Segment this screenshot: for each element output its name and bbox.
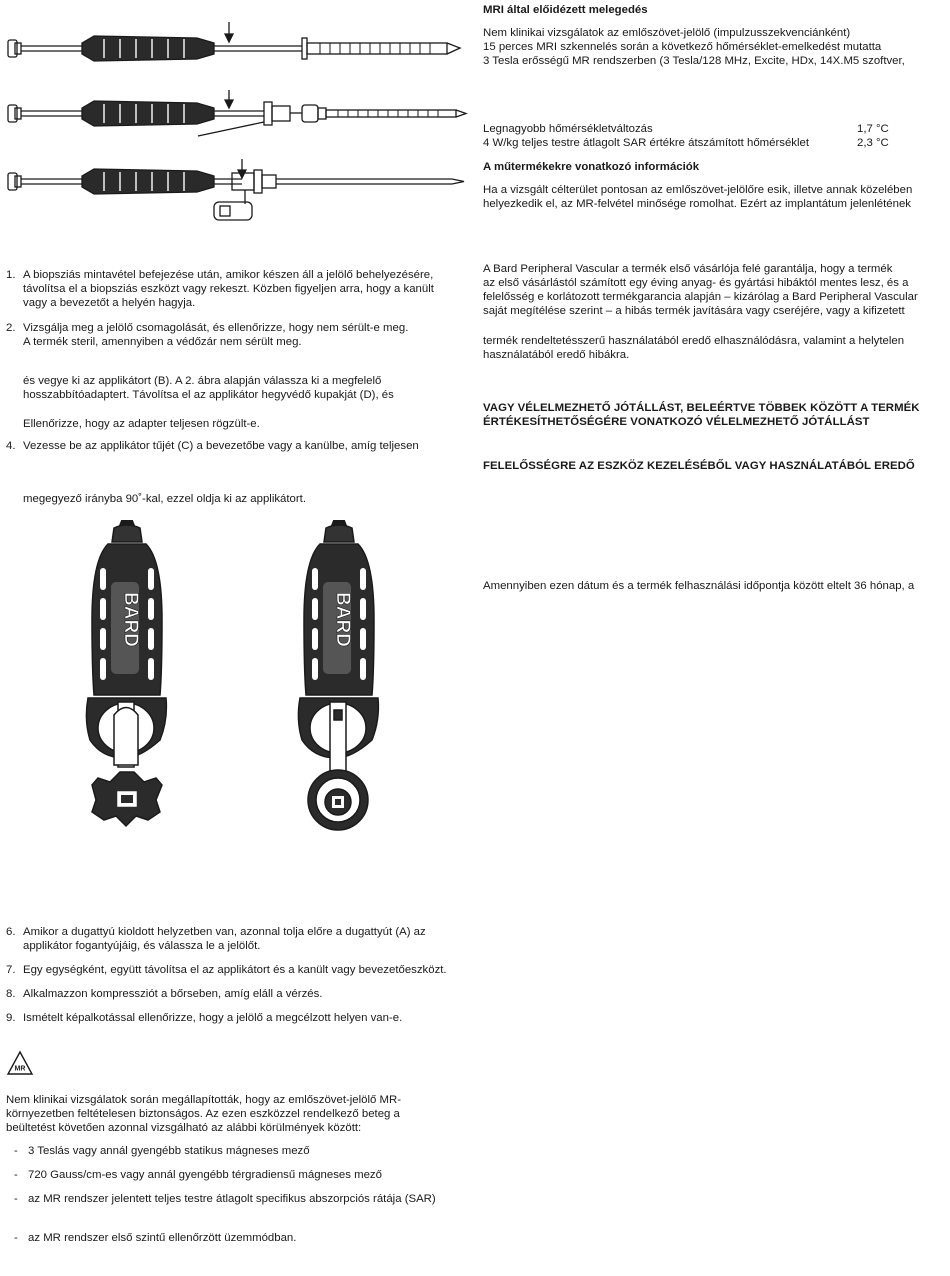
text-line: Vizsgálja meg a jelölő csomagolását, és ellenőrizze, hogy nem sérült-e meg.	[23, 322, 409, 334]
artifact-heading: A műtermékekre vonatkozó információk	[483, 161, 700, 173]
table-label: Legnagyobb hőmérsékletváltozás	[483, 123, 653, 135]
step-6	[6, 925, 474, 953]
date-paragraph: Amennyiben ezen dátum és a termék felhasználási időpontja között eltelt 36 hónap, a	[483, 580, 915, 592]
mr-conditions-list	[6, 1144, 474, 1206]
text-line: Nem klinikai vizsgálatok során megállapították, hogy az emlőszövet-jelölő MR-	[6, 1094, 402, 1106]
step-5-continued: megegyező irányba 90˚-kal, ezzel oldja ki az applikátort.	[23, 493, 307, 505]
text-line: hosszabbítóadaptert. Távolítsa el az applikátor hegyvédő kupakját (D), és	[23, 389, 394, 401]
text-line: és vegye ki az applikátort (B). A 2. ábra alapján válassza ki a megfelelő	[23, 375, 382, 387]
list-item: - az MR rendszer első szintű ellenőrzött üzemmódban.	[14, 1232, 297, 1244]
text-line: távolítsa el a biopsziás eszközt vagy rekeszt. Közben figyeljen arra, hogy a kanült	[23, 283, 434, 295]
text-line: Alkalmazzon kompressziót a bőrseben, amíg eláll a vérzés.	[23, 988, 323, 1000]
text-line: 720 Gauss/cm-es vagy annál gyengébb térgradiensű mágneses mező	[28, 1169, 382, 1181]
steps-6-9	[6, 925, 474, 1025]
table-value: 1,7 °C	[857, 123, 889, 135]
text-line: Nem klinikai vizsgálatok az emlőszövet-jelölő (impulzusszekvenciánként)	[483, 27, 851, 39]
handle-figure-left	[70, 520, 180, 832]
list-item: - 3 Teslás vagy annál gyengébb statikus mágneses mező	[14, 1145, 310, 1157]
text-line: környezetben feltételesen biztonságos. Az ezen eszközzel rendelkező beteg a	[6, 1108, 400, 1120]
list-item: - 720 Gauss/cm-es vagy annál gyengébb térgradiensű mágneses mező	[14, 1169, 382, 1181]
biopsy-marker-applicator-icon	[2, 18, 470, 228]
text-line: vagy a bevezetőt a helyén hagyja.	[23, 297, 196, 309]
text-line: saját megítélése szerint – a hibás termék javítására vagy cseréjére, vagy a kifizetett	[483, 305, 905, 317]
applicator-diagrams	[2, 18, 470, 228]
applicator-handle-icon	[282, 520, 392, 832]
step-number: 7.	[6, 964, 16, 976]
list-item: - az MR rendszer jelentett teljes testre átlagolt specifikus abszorpciós rátája (SAR)	[14, 1193, 436, 1205]
table-row	[483, 122, 897, 136]
text-line: termék rendeltetésszerű használatából eredő elhasználódásra, valamint a helytelen	[483, 335, 905, 347]
text-line: az első vásárlástól számított egy éving anyag- és gyártási hibáktól mentes lesz, és a	[483, 277, 909, 289]
brand-logo: BARD	[332, 592, 353, 647]
step-8	[6, 987, 474, 1001]
applicator-handle-icon	[70, 520, 180, 832]
text-line: az MR rendszer első szintű ellenőrzött üzemmódban.	[28, 1232, 297, 1244]
text-line: Amikor a dugattyú kioldott helyzetben van, azonnal tolja előre a dugattyút (A) az	[23, 926, 426, 938]
handle-figure-right	[282, 520, 392, 832]
text-line: felelősség e korlátozott termékgarancia alapján – kizárólag a Bard Peripheral Vascular	[483, 291, 918, 303]
table-value: 2,3 °C	[857, 137, 889, 149]
text-line: Ismételt képalkotással ellenőrizze, hogy a jelölő a megcélzott helyen van-e.	[23, 1012, 403, 1024]
text-line: használatából eredő hibákra.	[483, 349, 630, 361]
text-line: A biopsziás mintavétel befejezése után, amikor készen áll a jelölő behelyezésére,	[23, 269, 434, 281]
warranty-paragraph	[483, 262, 945, 318]
text-line: az MR rendszer jelentett teljes testre átlagolt specifikus abszorpciós rátája (SAR)	[28, 1193, 436, 1205]
mri-heating-paragraph	[483, 26, 945, 68]
temperature-table	[483, 122, 945, 150]
disclaimer-caps-2: FELELŐSSÉGRE AZ ESZKÖZ KEZELÉSÉBŐL VAGY HASZNÁLATÁBÓL EREDŐ	[483, 460, 915, 472]
artifact-paragraph	[483, 183, 945, 211]
mr-conditional-icon	[6, 1050, 34, 1080]
table-row	[483, 136, 897, 150]
mr-safety-paragraph	[6, 1093, 474, 1135]
step-3-continued	[6, 374, 491, 402]
step-number: 6.	[6, 926, 16, 938]
text-line: Vezesse be az applikátor tűjét (C) a bevezetőbe vagy a kanülbe, amíg teljesen	[23, 440, 419, 452]
step-number: 9.	[6, 1012, 16, 1024]
mri-heating-heading: MRI által előidézett melegedés	[483, 4, 648, 16]
step-1	[6, 268, 474, 310]
disclaimer-caps-1	[483, 401, 945, 429]
text-line: beültetést követően azonnal vizsgálható az alábbi körülmények között:	[6, 1122, 362, 1134]
step-number: 2.	[6, 322, 16, 334]
step-number: 1.	[6, 269, 16, 281]
text-line: 3 Teslás vagy annál gyengébb statikus mágneses mező	[28, 1145, 310, 1157]
brand-logo: BARD	[120, 592, 141, 647]
step-number: 8.	[6, 988, 16, 1000]
misuse-paragraph	[483, 334, 945, 362]
step-4	[6, 439, 474, 453]
text-line: applikátor fogantyújáig, és válassza le a jelölőt.	[23, 940, 261, 952]
text-line: Ha a vizsgált célterület pontosan az emlőszövet-jelölőre esik, illetve annak közelében	[483, 184, 913, 196]
text-line: A termék steril, amennyiben a védőzár nem sérült meg.	[23, 336, 302, 348]
text-line: helyezkedik el, az MR-felvétel minősége romolhat. Ezért az implantátum jelenlétének	[483, 198, 911, 210]
step-3-check: Ellenőrizze, hogy az adapter teljesen rögzült-e.	[23, 418, 260, 430]
mr-symbol-text: MR	[14, 1065, 26, 1073]
table-label: 4 W/kg teljes testre átlagolt SAR értékre átszámított hőmérséklet	[483, 137, 810, 149]
step-7	[6, 963, 474, 977]
text-line: 3 Tesla erősségű MR rendszerben (3 Tesla/128 MHz, Excite, HDx, 14X.M5 szoftver,	[483, 55, 905, 67]
text-line: A Bard Peripheral Vascular a termék első vásárlója felé garantálja, hogy a termék	[483, 263, 893, 275]
step-9	[6, 1011, 474, 1025]
step-number: 4.	[6, 440, 16, 452]
step-2	[6, 321, 474, 349]
text-line: ÉRTÉKESÍTHETŐSÉGÉRE VONATKOZÓ VÉLELMEZHETŐ JÓTÁLLÁST	[483, 416, 870, 428]
text-line: 15 perces MRI szkennelés során a következő hőmérséklet-emelkedést mutatta	[483, 41, 882, 53]
text-line: Egy egységként, együtt távolítsa el az applikátort és a kanült vagy bevezetőeszközt.	[23, 964, 447, 976]
text-line: VAGY VÉLELMEZHETŐ JÓTÁLLÁST, BELEÉRTVE TÖBBEK KÖZÖTT A TERMÉK	[483, 402, 920, 414]
